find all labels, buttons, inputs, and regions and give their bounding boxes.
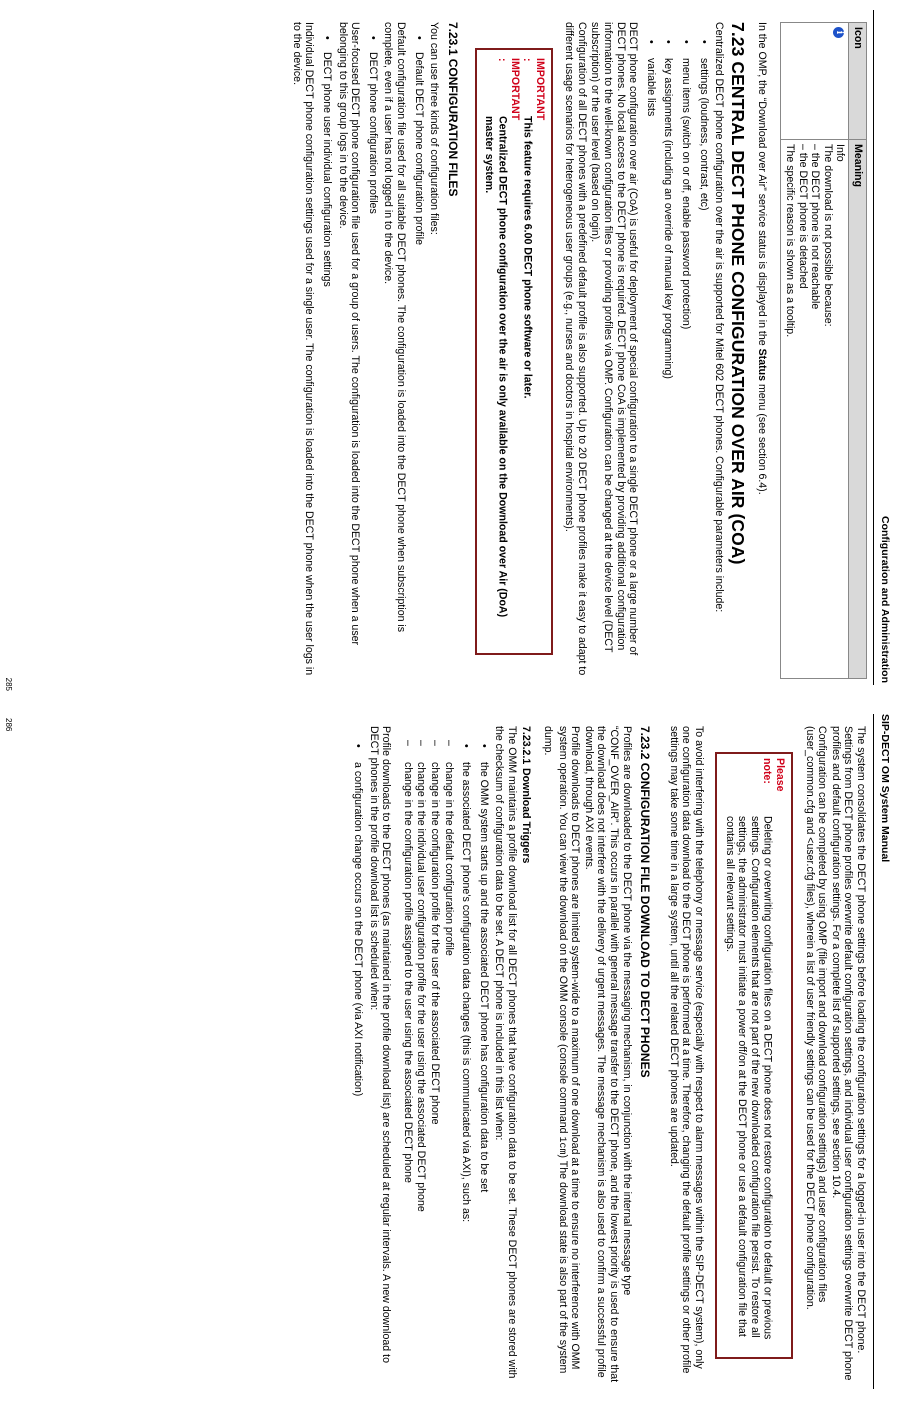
paragraph: The system consolidates the DECT phone settings before loading the configuration settings for a logged-in user into the DECT phone. Settings from DECT phone profiles overwrite default configuration settings, and individual user configuration settings overwrite DECT phone profiles and default configuration settings. For a complete list of supported settings, see section 10.4. <box>829 726 867 1381</box>
page-number: 286 <box>4 718 13 732</box>
page-285 <box>0 0 901 703</box>
list-item: • menu items (switch on or off, enable password protection) <box>679 22 692 679</box>
list-item: • DECT phone user individual configuration settings <box>320 22 333 679</box>
list-item: • the OMM system starts up and the associated DECT phone has configuration data to be set <box>477 726 490 1383</box>
header-rule <box>873 10 874 685</box>
subsection-title: 7.23.2.1Download Triggers <box>519 726 532 864</box>
note-text-wrap <box>723 758 786 1349</box>
file-kind-list <box>320 22 333 679</box>
param-list <box>644 22 709 679</box>
info-icon: i <box>833 27 844 38</box>
table-row <box>781 23 849 679</box>
scheduled-list <box>351 726 364 1383</box>
paragraph: You can use three kinds of configuration files: <box>428 22 441 235</box>
file-kind-list <box>412 22 425 679</box>
note-label: Please note: <box>761 758 787 792</box>
table-header-icon: Icon <box>849 23 867 140</box>
important-line-2: IMPORTANT :Centralized DECT phone configuration over the air is only available on the Download over Air (DoA) master system. <box>483 58 521 618</box>
paragraph: Configuration of all DECT phones with a predefined default profile is also supported. Up to 20 DECT phone profiles make it easy to adapt to different usage scenarios for heterogeneous user groups (e.g., nurses and doctors in hospital environments). <box>563 22 588 676</box>
paragraph: Individual DECT phone configuration settings used for a single user. The configuration is loaded into the DECT phone when the user logs in to the device. <box>290 22 316 676</box>
table-header-meaning: Meaning <box>849 140 867 679</box>
meaning-line: – the DECT phone is detached <box>796 144 809 289</box>
meaning-line: The specific reason is shown as a tooltip. <box>784 144 797 338</box>
running-header: Configuration and Administration <box>879 515 891 683</box>
list-item: • variable lists <box>644 22 657 679</box>
paragraph: Configuration can be completed by using OMP (file import and download configuration settings) and user configuration files (user_common.cfg and <user.cfg files), wherein a list of user friendly settings can be used for the DECT phone configuration. <box>803 726 829 1310</box>
paragraph: Profiles are downloaded to the DECT phone via the messaging mechanism, in conjunction with the internal message type “CONF_OVER_AIR”. This occurs in parallel with general message transfer to the DECT phone, and the lowest priority is used to ensure that the download does not interfere with the delivery of urgent messages. The message mechanism is also used to confirm a successful profile download, through AXI events. <box>582 726 633 1383</box>
paragraph: Profile downloads to DECT phones are limited system-wide to a maximum of one download at a time to ensure no interference with OMM system operation. You can view the download on the OMM console (console command 1cm) The download state is also part of the system dump. <box>542 726 582 1374</box>
important-label: IMPORTANT : <box>495 58 521 121</box>
note-box <box>715 752 793 1359</box>
paragraph: The OMM maintains a profile download list for all DECT phones that have configuration data to be set. These DECT phones are stored with the checksum of configuration data to be set. A DECT phone is included in this list when: <box>493 726 518 1379</box>
list-item: • settings (loudness, contrast, etc) <box>697 22 710 679</box>
paragraph: Default configuration file used for all suitable DECT phones. The configuration is loaded into the DECT phone when subscription is complete, even if a user has not logged in to the device. <box>382 22 407 633</box>
list-item: • Default DECT phone configuration profile <box>412 22 425 679</box>
meaning-line: The download is not possible because: <box>821 144 834 327</box>
change-list <box>401 726 454 1383</box>
subsection-title: 7.23.1 CONFIGURATION FILES <box>445 22 460 197</box>
page-286-content <box>346 726 867 1383</box>
list-item: • key assignments (including an override of manual key programming) <box>662 22 675 679</box>
page-number: 285 <box>4 677 13 691</box>
list-item: – change in the configuration profile assigned to the user using the associated DECT phone <box>401 726 414 1383</box>
list-item: • the associated DECT phone’s configuration data changes (this is communicated via AXI), such as: <box>460 726 473 1383</box>
meaning-line: – the DECT phone is not reachable <box>809 144 822 310</box>
important-box <box>475 48 553 655</box>
page-286 <box>0 704 901 1407</box>
paragraph: Centralized DECT phone configuration over the air is supported for Mitel 602 DECT phones. Configurable parameters include: <box>713 22 726 613</box>
meaning-line: Info <box>834 144 847 162</box>
running-header: SIP-DECT OM System Manual <box>879 714 891 863</box>
important-label: IMPORTANT : <box>521 58 546 121</box>
trigger-list <box>460 726 490 1383</box>
status-sentence: In the OMP, the “Download over Air” service status is displayed in the Status menu (see section 6.4). <box>756 22 769 495</box>
paragraph: DECT phone configuration over air (CoA) is useful for deployment of special configuration to a single DECT phone or a large number of DECT phones. No local access to the DECT phone is required. DECT phone CoA is implemented by providing additional configuration information to the well-known configuration files or providing profiles via OMP. Configuration can be changed at the device level (DECT subscription) or the user level (based on login). <box>589 22 640 656</box>
important-line-1: IMPORTANT :This feature requires 6.00 DECT phone software or later. <box>521 58 546 399</box>
console-command: 1cm <box>555 1136 567 1155</box>
table-cell-meaning <box>781 140 849 679</box>
status-icon-table <box>780 22 867 679</box>
list-item: • a configuration change occurs on the DECT phone (via AXI notification) <box>351 726 364 1383</box>
paragraph: To avoid interfering with the telephony or message service (especially with respect to alarm messages within the SIP-DECT system), only one configuration data download to the DECT phone is performed at a time. Therefore, changing the default profile settings or other profile settings may take some time in a large system, until all the related DECT phones are updated. <box>667 726 706 1374</box>
section-title: 7.23.2 CONFIGURATION FILE DOWNLOAD TO DECT PHONES <box>638 726 653 1078</box>
paragraph: Profile downloads to the DECT phones (as maintained in the profile download list) are scheduled at regular intervals. A new download to DECT phones in the profile download list is scheduled when: <box>367 726 393 1363</box>
note-text: Deleting or overwriting configuration files on a DECT phone does not restore configuration to default or previous settings. Configuration elements that are not part of the new downloaded configuration file persist. To restore all settings, the administrator must initiate a power off/on at the DECT phone or use a default configuration file that contains all relevant settings. <box>723 816 774 1340</box>
file-kind-list <box>366 22 379 679</box>
section-title: 7.23 CENTRAL DECT PHONE CONFIGURATION OVER AIR (COA) <box>727 22 748 565</box>
table-cell-icon <box>781 23 849 140</box>
page-285-content <box>289 22 867 679</box>
list-item: • DECT phone configuration profiles <box>366 22 379 679</box>
header-rule <box>873 714 874 1389</box>
list-item: – change in the configuration profile for the user of the associated DECT phone <box>428 726 441 1383</box>
paragraph: User-focused DECT phone configuration file used for a group of users. The configuration is loaded into the DECT phone when a user belonging to this group logs in to the device. <box>336 22 362 646</box>
list-item: – change in the individual user configuration profile for the user using the associated DECT phone <box>415 726 428 1383</box>
list-item: – change in the default configuration profile <box>442 726 455 1383</box>
